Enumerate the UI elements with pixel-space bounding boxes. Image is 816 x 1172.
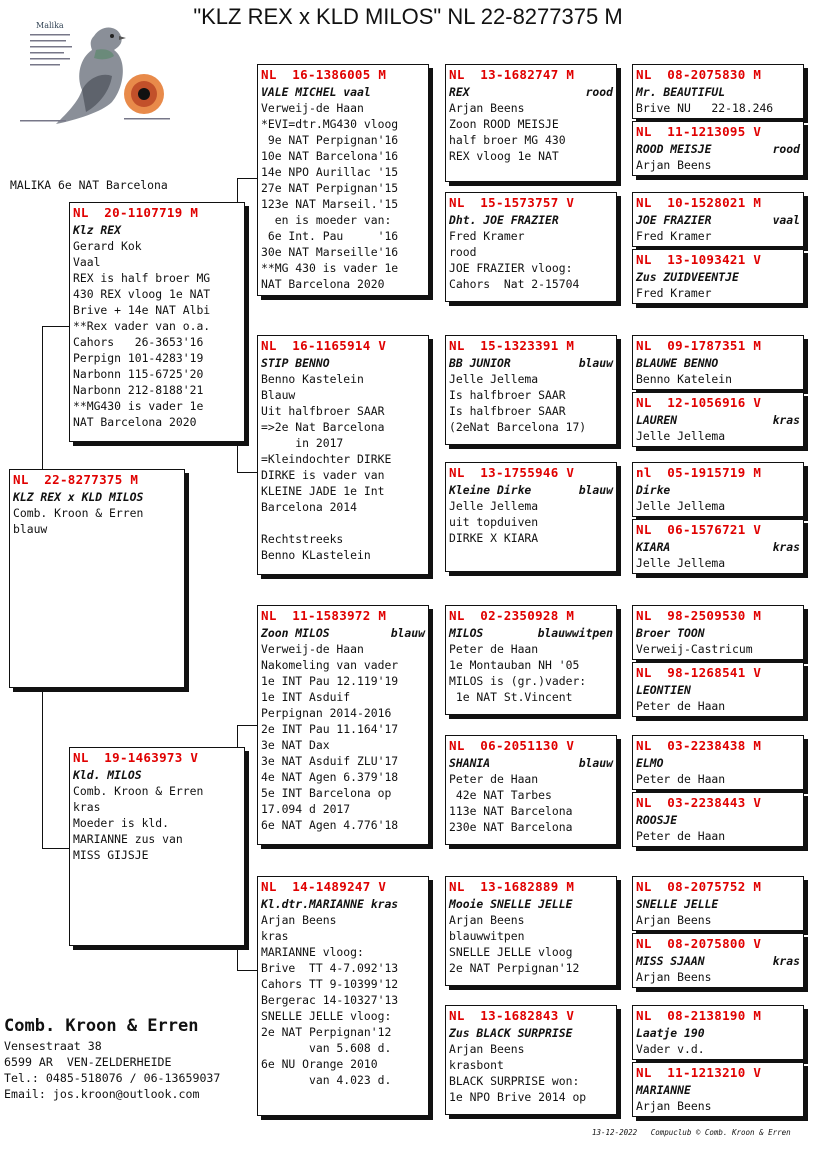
- pedigree-box-dam[interactable]: [69, 747, 245, 946]
- info-line: Rechtstreeks: [261, 532, 344, 546]
- connector-line: [42, 326, 69, 327]
- info-line: 6e NU Orange 2010: [261, 1057, 378, 1071]
- eye-icon: [124, 74, 164, 114]
- bird-name-text: BB JUNIOR: [449, 356, 511, 370]
- info-line: Is halfbroer SAAR: [449, 388, 566, 402]
- bird-name: [449, 212, 613, 228]
- info-line: Arjan Beens: [449, 101, 525, 115]
- info-line: Arjan Beens: [449, 913, 525, 927]
- bird-color: blauwwitpen: [537, 626, 613, 640]
- bird-name-text: STIP BENNO: [261, 356, 330, 370]
- info-line: 1e INT Asduif: [261, 690, 351, 704]
- bird-name-text: SNELLE JELLE: [636, 897, 719, 911]
- footer-note: 13-12-2022 Compuclub © Comb. Kroon & Erren: [592, 1128, 791, 1137]
- logo-small-text-lines: [30, 34, 72, 66]
- ring-number: NL 08-2075830 M: [636, 67, 762, 82]
- owner-postcode: 6599 AR VEN-ZELDERHEIDE: [4, 1055, 172, 1069]
- info-line: SNELLE JELLE vloog:: [261, 1009, 392, 1023]
- info-line: Benno KLastelein: [261, 548, 371, 562]
- info-line: 3e NAT Dax: [261, 738, 330, 752]
- pedigree-box-g1[interactable]: [632, 64, 804, 119]
- info-line: 27e NAT Perpignan'15: [261, 181, 399, 195]
- ring-number: NL 06-2051130 V: [449, 738, 575, 753]
- info-line: blauwwitpen: [449, 929, 525, 943]
- owner-name: Comb. Kroon & Erren: [4, 1016, 199, 1036]
- connector-line: [237, 970, 257, 971]
- info-line: REX vloog 1e NAT: [449, 149, 559, 163]
- ring-number: NL 13-1682747 M: [449, 67, 575, 82]
- info-line: Barcelona 2014: [261, 500, 358, 514]
- ring-number: NL 06-1576721 V: [636, 522, 762, 537]
- connector-line: [237, 725, 238, 747]
- bird-name-text: Kl.dtr.MARIANNE kras: [261, 897, 399, 911]
- info-line: MILOS is (gr.)vader:: [449, 674, 587, 688]
- info-line: **MG 430 is vader 1e: [261, 261, 399, 275]
- pedigree-box-g6[interactable]: [632, 392, 804, 447]
- info-line: uit topduiven: [449, 515, 539, 529]
- connector-line: [237, 442, 238, 472]
- pedigree-box-g10[interactable]: [632, 662, 804, 717]
- bird-name: [261, 355, 425, 371]
- bird-name-text: Kld. MILOS: [73, 768, 142, 782]
- bird-name: [636, 355, 800, 371]
- info-line: Arjan Beens: [261, 913, 337, 927]
- bird-name: [636, 212, 800, 228]
- pedigree-box-main[interactable]: [9, 469, 185, 688]
- pedigree-box-g11[interactable]: [632, 735, 804, 790]
- ring-number: NL 98-2509530 M: [636, 608, 762, 623]
- bird-name-text: Broer TOON: [636, 626, 705, 640]
- bird-name: [636, 84, 800, 100]
- bird-name: [449, 755, 613, 771]
- ring-number: NL 08-2075752 M: [636, 879, 762, 894]
- pedigree-box-sss[interactable]: [445, 64, 617, 182]
- ring-number: NL 03-2238443 V: [636, 795, 762, 810]
- info-line: Jelle Jellema: [636, 556, 726, 570]
- info-line: Comb. Kroon & Erren: [73, 784, 204, 798]
- owner-block: [4, 1018, 220, 1102]
- info-line: Vaal: [73, 255, 101, 269]
- info-line: Narbonn 115-6725'20: [73, 367, 204, 381]
- info-line: Verweij-Castricum: [636, 642, 753, 656]
- info-line: DIRKE is vader van: [261, 468, 385, 482]
- info-line: blauw: [13, 522, 48, 536]
- bird-name-text: Dirke: [636, 483, 671, 497]
- info-line: Bergerac 14-10327'13: [261, 993, 399, 1007]
- info-line: Verweij-de Haan: [261, 642, 364, 656]
- info-line: Peter de Haan: [636, 699, 726, 713]
- info-line: Peter de Haan: [449, 772, 539, 786]
- info-line: BLACK SURPRISE won:: [449, 1074, 580, 1088]
- pedigree-box-ddd[interactable]: [445, 1005, 617, 1115]
- connector-line: [42, 326, 43, 469]
- bird-name-text: Klz REX: [73, 223, 122, 237]
- bird-name: [636, 1082, 800, 1098]
- pedigree-box-g5[interactable]: [632, 335, 804, 390]
- info-line: REX is half broer MG: [73, 271, 211, 285]
- info-line: Zoon ROOD MEISJE: [449, 117, 559, 131]
- ring-number: NL 14-1489247 V: [261, 879, 387, 894]
- info-line: NAT Barcelona 2020: [73, 415, 197, 429]
- info-line: 17.094 d 2017: [261, 802, 351, 816]
- owner-email[interactable]: Email: jos.kroon@outlook.com: [4, 1087, 200, 1101]
- bird-name: [636, 539, 800, 555]
- bird-name-text: LAUREN: [636, 413, 678, 427]
- ring-number: NL 13-1755946 V: [449, 465, 575, 480]
- info-line: SNELLE JELLE vloog: [449, 945, 573, 959]
- bird-name: [636, 682, 800, 698]
- bird-color: kras: [772, 413, 800, 427]
- info-line: 2e NAT Perpignan'12: [261, 1025, 392, 1039]
- pedigree-box-g8[interactable]: [632, 519, 804, 574]
- info-line: =>2e Nat Barcelona: [261, 420, 385, 434]
- bird-name: [261, 84, 425, 100]
- info-line: 5e INT Barcelona op: [261, 786, 392, 800]
- info-line: [261, 515, 425, 531]
- bird-color: kras: [772, 954, 800, 968]
- info-line: 14e NPO Aurillac '15: [261, 165, 399, 179]
- bird-name: [261, 896, 425, 912]
- bird-name: [636, 269, 800, 285]
- pigeon-logo: [16, 16, 176, 126]
- ring-number: NL 98-1268541 V: [636, 665, 762, 680]
- info-line: Cahors TT 9-10399'12: [261, 977, 399, 991]
- info-line: Arjan Beens: [449, 1042, 525, 1056]
- info-line: NAT Barcelona 2020: [261, 277, 385, 291]
- info-line: 1e INT Pau 12.119'19: [261, 674, 399, 688]
- connector-line: [237, 946, 238, 970]
- info-line: Benno Katelein: [636, 372, 733, 386]
- bird-name-text: Laatje 190: [636, 1026, 705, 1040]
- ring-number: NL 10-1528021 M: [636, 195, 762, 210]
- bird-name-text: KIARA: [636, 540, 671, 554]
- info-line: 42e NAT Tarbes: [449, 788, 552, 802]
- bird-name: [449, 896, 613, 912]
- info-line: Blauw: [261, 388, 296, 402]
- info-line: 430 REX vloog 1e NAT: [73, 287, 211, 301]
- pedigree-box-sire[interactable]: [69, 202, 245, 442]
- info-line: 230e NAT Barcelona: [449, 820, 573, 834]
- bird-name: [636, 755, 800, 771]
- malika-note: MALIKA 6e NAT Barcelona: [10, 178, 168, 192]
- bird-name: [636, 812, 800, 828]
- ring-number: NL 22-8277375 M: [13, 472, 139, 487]
- info-line: Jelle Jellema: [636, 499, 726, 513]
- info-line: 30e NAT Marseille'16: [261, 245, 399, 259]
- ring-number: NL 11-1213210 V: [636, 1065, 762, 1080]
- ring-number: NL 13-1682889 M: [449, 879, 575, 894]
- bird-name: [636, 953, 800, 969]
- info-line: MARIANNE zus van: [73, 832, 183, 846]
- pedigree-box-ssd[interactable]: [445, 192, 617, 302]
- bird-name: [261, 625, 425, 641]
- pedigree-box-dss[interactable]: [445, 605, 617, 715]
- info-line: 3e NAT Asduif ZLU'17: [261, 754, 399, 768]
- pedigree-box-dds[interactable]: [445, 876, 617, 986]
- info-line: 9e NAT Perpignan'16: [261, 133, 399, 147]
- pedigree-box-g15[interactable]: [632, 1005, 804, 1060]
- bird-name: [73, 222, 241, 238]
- pedigree-box-g14[interactable]: [632, 933, 804, 988]
- bird-name-text: Zoon MILOS: [261, 626, 330, 640]
- pedigree-box-dd[interactable]: [257, 876, 429, 1116]
- bird-name: [449, 355, 613, 371]
- connector-line: [42, 688, 43, 848]
- bird-name-text: LEONTIEN: [636, 683, 691, 697]
- info-line: Gerard Kok: [73, 239, 142, 253]
- info-line: van 5.608 d.: [261, 1041, 392, 1055]
- bird-color: blauw: [390, 626, 425, 640]
- info-line: 1e Montauban NH '05: [449, 658, 580, 672]
- info-line: Verweij-de Haan: [261, 101, 364, 115]
- info-line: **Rex vader van o.a.: [73, 319, 211, 333]
- bird-name: [636, 482, 800, 498]
- ring-number: NL 16-1386005 M: [261, 67, 387, 82]
- pedigree-box-g9[interactable]: [632, 605, 804, 660]
- info-line: 4e NAT Agen 6.379'18: [261, 770, 399, 784]
- info-line: Perpign 101-4283'19: [73, 351, 204, 365]
- info-line: Perpignan 2014-2016: [261, 706, 392, 720]
- bird-name-text: REX: [449, 85, 470, 99]
- info-line: Comb. Kroon & Erren: [13, 506, 144, 520]
- bird-name: [449, 482, 613, 498]
- info-line: **MG430 is vader 1e: [73, 399, 204, 413]
- ring-number: NL 15-1573757 V: [449, 195, 575, 210]
- info-line: 113e NAT Barcelona: [449, 804, 573, 818]
- info-line: 123e NAT Marseil.'15: [261, 197, 399, 211]
- logo-caption-lines: [20, 118, 170, 122]
- info-line: Arjan Beens: [636, 913, 712, 927]
- info-line: Fred Kramer: [636, 229, 712, 243]
- connector-line: [42, 848, 69, 849]
- bird-name: [449, 1025, 613, 1041]
- bird-name: [636, 625, 800, 641]
- info-line: in 2017: [261, 436, 344, 450]
- info-line: 1e NAT St.Vincent: [449, 690, 573, 704]
- owner-phone: Tel.: 0485-518076 / 06-13659037: [4, 1071, 221, 1085]
- pedigree-box-sdd[interactable]: [445, 462, 617, 572]
- pedigree-box-dsd[interactable]: [445, 735, 617, 845]
- info-line: Arjan Beens: [636, 1099, 712, 1113]
- info-line: Arjan Beens: [636, 158, 712, 172]
- info-line: Is halfbroer SAAR: [449, 404, 566, 418]
- info-line: Narbonn 212-8188'21: [73, 383, 204, 397]
- pedigree-box-ds[interactable]: [257, 605, 429, 845]
- bird-color: blauw: [578, 483, 613, 497]
- ring-number: NL 20-1107719 M: [73, 205, 199, 220]
- logo-text: Malika: [36, 21, 64, 30]
- ring-number: NL 02-2350928 M: [449, 608, 575, 623]
- bird-name-text: ELMO: [636, 756, 664, 770]
- bird-name: [636, 1025, 800, 1041]
- connector-line: [237, 725, 257, 726]
- bird-name: [636, 896, 800, 912]
- ring-number: nl 05-1915719 M: [636, 465, 762, 480]
- info-line: 6e Int. Pau '16: [261, 229, 399, 243]
- info-line: krasbont: [449, 1058, 504, 1072]
- bird-name-text: SHANIA: [449, 756, 491, 770]
- connector-line: [237, 472, 257, 473]
- pedigree-box-g13[interactable]: [632, 876, 804, 931]
- bird-name: [636, 141, 800, 157]
- pedigree-box-sds[interactable]: [445, 335, 617, 445]
- info-line: Benno Kastelein: [261, 372, 364, 386]
- bird-name-text: VALE MICHEL vaal: [261, 85, 371, 99]
- pedigree-box-g3[interactable]: [632, 192, 804, 247]
- bird-name-text: MARIANNE: [636, 1083, 691, 1097]
- info-line: MISS GIJSJE: [73, 848, 149, 862]
- info-line: 1e NPO Brive 2014 op: [449, 1090, 587, 1104]
- info-line: Uit halfbroer SAAR: [261, 404, 385, 418]
- info-line: Fred Kramer: [449, 229, 525, 243]
- ring-number: NL 15-1323391 M: [449, 338, 575, 353]
- pedigree-box-g4[interactable]: [632, 249, 804, 304]
- bird-name-text: JOE FRAZIER: [636, 213, 712, 227]
- info-line: DIRKE X KIARA: [449, 531, 539, 545]
- connector-line: [237, 178, 238, 202]
- bird-color: blauw: [578, 756, 613, 770]
- ring-number: NL 19-1463973 V: [73, 750, 199, 765]
- pigeon-icon: [56, 28, 126, 125]
- pedigree-box-g2[interactable]: [632, 121, 804, 176]
- bird-color: vaal: [772, 213, 800, 227]
- info-line: MARIANNE vloog:: [261, 945, 364, 959]
- bird-name: [449, 84, 613, 100]
- info-line: half broer MG 430: [449, 133, 566, 147]
- info-line: Peter de Haan: [449, 642, 539, 656]
- bird-name-text: Zus ZUIDVEENTJE: [636, 270, 739, 284]
- info-line: Brive NU 22-18.246: [636, 101, 774, 115]
- info-line: KLEINE JADE 1e Int: [261, 484, 385, 498]
- info-line: 10e NAT Barcelona'16: [261, 149, 399, 163]
- bird-color: rood: [772, 142, 800, 156]
- pedigree-box-g7[interactable]: [632, 462, 804, 517]
- pedigree-box-ss[interactable]: [257, 64, 429, 296]
- owner-address: Vensestraat 38: [4, 1039, 102, 1053]
- info-line: Cahors Nat 2-15704: [449, 277, 580, 291]
- info-line: Fred Kramer: [636, 286, 712, 300]
- info-line: 2e NAT Perpignan'12: [449, 961, 580, 975]
- info-line: Vader v.d.: [636, 1042, 705, 1056]
- bird-name: [636, 412, 800, 428]
- bird-name-text: ROOD MEISJE: [636, 142, 712, 156]
- info-line: rood: [449, 245, 477, 259]
- bird-name: [13, 489, 181, 505]
- info-line: van 4.023 d.: [261, 1073, 392, 1087]
- info-line: JOE FRAZIER vloog:: [449, 261, 573, 275]
- bird-color: kras: [772, 540, 800, 554]
- info-line: Cahors 26-3653'16: [73, 335, 204, 349]
- info-line: Arjan Beens: [636, 970, 712, 984]
- ring-number: NL 16-1165914 V: [261, 338, 387, 353]
- ring-number: NL 08-2075800 V: [636, 936, 762, 951]
- info-line: Peter de Haan: [636, 772, 726, 786]
- info-line: *EVI=dtr.MG430 vloog: [261, 117, 399, 131]
- info-line: Jelle Jellema: [636, 429, 726, 443]
- bird-color: rood: [585, 85, 613, 99]
- info-line: 6e NAT Agen 4.776'18: [261, 818, 399, 832]
- bird-name-text: KLZ REX x KLD MILOS: [13, 490, 144, 504]
- page-title: "KLZ REX x KLD MILOS" NL 22-8277375 M: [193, 4, 623, 29]
- pedigree-box-g16[interactable]: [632, 1062, 804, 1117]
- bird-name-text: MISS SJAAN: [636, 954, 705, 968]
- bird-name: [449, 625, 613, 641]
- ring-number: NL 13-1682843 V: [449, 1008, 575, 1023]
- info-line: kras: [73, 800, 101, 814]
- info-line: en is moeder van:: [261, 213, 392, 227]
- bird-name-text: ROOSJE: [636, 813, 678, 827]
- info-line: 2e INT Pau 11.164'17: [261, 722, 399, 736]
- bird-color: blauw: [578, 356, 613, 370]
- bird-name-text: Kleine Dirke: [449, 483, 532, 497]
- info-line: kras: [261, 929, 289, 943]
- bird-name-text: Mooie SNELLE JELLE: [449, 897, 573, 911]
- ring-number: NL 11-1583972 M: [261, 608, 387, 623]
- bird-name-text: BLAUWE BENNO: [636, 356, 719, 370]
- bird-name-text: Zus BLACK SURPRISE: [449, 1026, 573, 1040]
- info-line: Brive + 14e NAT Albi: [73, 303, 211, 317]
- bird-name-text: Dht. JOE FRAZIER: [449, 213, 559, 227]
- info-line: Moeder is kld.: [73, 816, 170, 830]
- info-line: Nakomeling van vader: [261, 658, 399, 672]
- ring-number: NL 03-2238438 M: [636, 738, 762, 753]
- bird-name-text: MILOS: [449, 626, 484, 640]
- info-line: Jelle Jellema: [449, 372, 539, 386]
- info-line: Jelle Jellema: [449, 499, 539, 513]
- ring-number: NL 09-1787351 M: [636, 338, 762, 353]
- ring-number: NL 12-1056916 V: [636, 395, 762, 410]
- ring-number: NL 11-1213095 V: [636, 124, 762, 139]
- info-line: (2eNat Barcelona 17): [449, 420, 587, 434]
- info-line: Peter de Haan: [636, 829, 726, 843]
- connector-line: [237, 178, 257, 179]
- ring-number: NL 13-1093421 V: [636, 252, 762, 267]
- bird-name: [73, 767, 241, 783]
- pedigree-box-g12[interactable]: [632, 792, 804, 847]
- bird-name-text: Mr. BEAUTIFUL: [636, 85, 726, 99]
- ring-number: NL 08-2138190 M: [636, 1008, 762, 1023]
- info-line: Brive TT 4-7.092'13: [261, 961, 399, 975]
- pedigree-box-sd[interactable]: [257, 335, 429, 575]
- info-line: =Kleindochter DIRKE: [261, 452, 392, 466]
